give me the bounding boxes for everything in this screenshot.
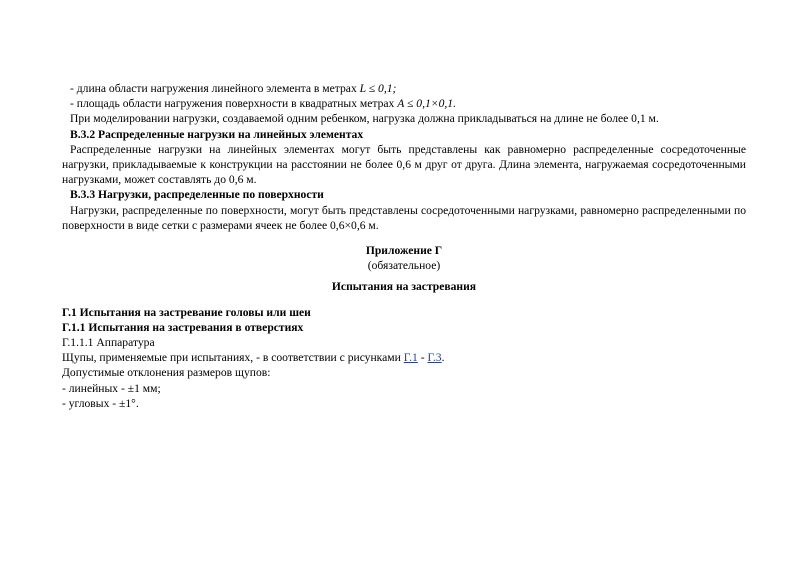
probes-dash: - bbox=[417, 351, 428, 365]
area-text: - площадь области нагружения поверхности в квадратных метрах bbox=[70, 97, 398, 111]
length-text: - длина области нагружения линейного элемента в метрах bbox=[70, 82, 360, 95]
appendix-name: Испытания на застревания bbox=[331, 280, 477, 294]
area-formula: A ≤ 0,1×0,1. bbox=[397, 97, 456, 111]
heading-b32: В.3.2 Распределенные нагрузки на линейных элементах bbox=[70, 127, 364, 141]
heading-g111: Г.1.1.1 Аппаратура bbox=[62, 336, 155, 350]
paragraph-b32: Распределенные нагрузки на линейных элементах могут быть представлены как равномерно распределенные сосредоточенные нагрузки, прикладываемые к конструкции на расстоянии не более 0,6 м друг от друга. Длина элемента, нагружаемая сосредоточенными нагрузками, может составлять до 0,6 м. bbox=[62, 142, 746, 187]
figure-link-g3[interactable]: Г.3 bbox=[427, 351, 442, 365]
probes-text: Щупы, применяемые при испытаниях, - в соответствии с рисунками bbox=[62, 351, 404, 365]
tolerance-linear: - линейных - ±1 мм; bbox=[62, 381, 161, 395]
heading-g11: Г.1.1 Испытания на застревания в отверстиях bbox=[62, 320, 304, 334]
figure-link-g1[interactable]: Г.1 bbox=[403, 351, 418, 365]
heading-g1: Г.1 Испытания на застревание головы или шеи bbox=[62, 305, 311, 319]
probes-paragraph bbox=[62, 350, 746, 365]
length-formula: L ≤ 0,1; bbox=[359, 82, 397, 95]
paragraph-b33: Нагрузки, распределенные по поверхности, могут быть представлены сосредоточенными нагрузками, равномерно распределенными по поверхности в виде сетки с размерами ячеек не более 0,6×0,6 м. bbox=[62, 203, 746, 232]
tolerance-angular: - угловых - ±1°. bbox=[62, 396, 139, 410]
list-item-length bbox=[62, 81, 746, 96]
tolerance-heading: Допустимые отклонения размеров щупов: bbox=[62, 366, 271, 380]
heading-b33: В.3.3 Нагрузки, распределенные по поверхности bbox=[70, 188, 324, 202]
document-body bbox=[62, 81, 746, 411]
probes-end: . bbox=[441, 351, 445, 365]
appendix-title: Приложение Г bbox=[365, 244, 443, 258]
appendix-subtitle: (обязательное) bbox=[367, 259, 441, 273]
paragraph-child-load: При моделировании нагрузки, создаваемой одним ребенком, нагрузка должна прикладываться на длине не более 0,1 м. bbox=[70, 112, 659, 126]
list-item-area bbox=[62, 96, 746, 111]
